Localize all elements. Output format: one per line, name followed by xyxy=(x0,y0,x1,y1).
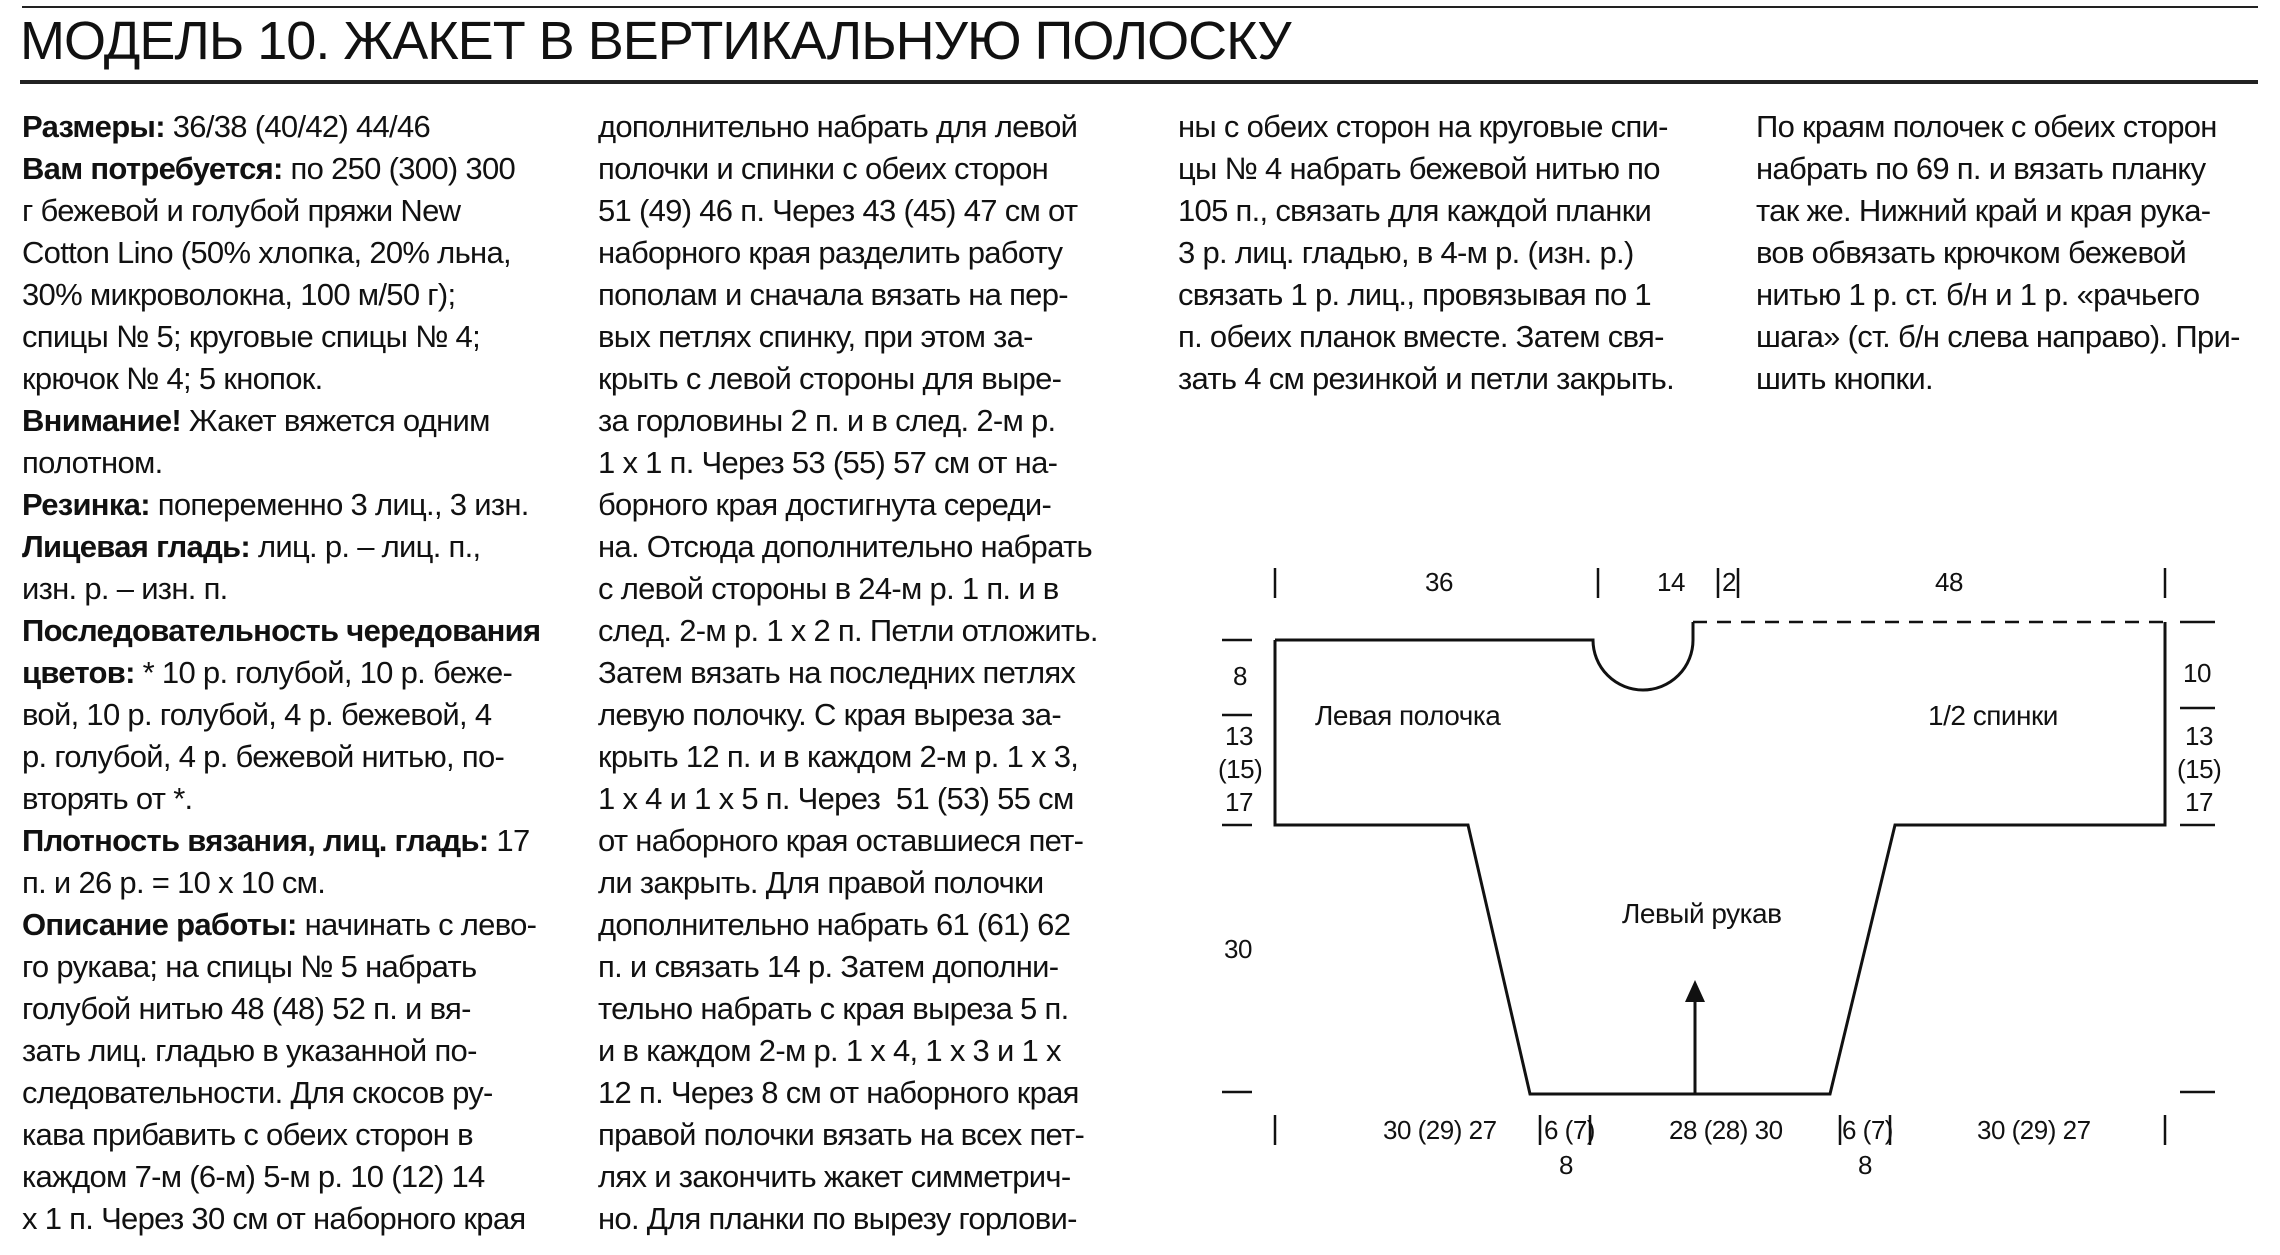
text-line: так же. Нижний край и края рука- xyxy=(1756,193,2211,228)
text-line xyxy=(22,1198,557,1240)
text-line: дополнительно набрать для левой xyxy=(598,109,1078,144)
text-line: вых петлях спинку, при этом за- xyxy=(598,319,1033,354)
text-line: 1 x 1 п. Через 53 (55) 57 см от на- xyxy=(598,445,1058,480)
text-line xyxy=(22,148,557,190)
dim-bottom-3: 8 xyxy=(1559,1150,1573,1180)
text-line: правой полочки вязать на всех пет- xyxy=(598,1117,1085,1152)
label-left-front: Левая полочка xyxy=(1315,700,1501,731)
body-text: п. и 26 р. = 10 x 10 см. xyxy=(22,865,326,900)
text-column-1 xyxy=(22,106,557,1240)
body-text: 36/38 (40/42) 44/46 xyxy=(164,109,431,144)
text-line xyxy=(22,820,557,862)
text-line: 1 x 4 и 1 x 5 п. Через 51 (53) 55 см xyxy=(598,781,1074,816)
text-line xyxy=(22,904,557,946)
text-line: дополнительно набрать 61 (61) 62 xyxy=(598,907,1071,942)
dim-top-2: 2 xyxy=(1722,567,1736,597)
text-line xyxy=(22,484,557,526)
body-text: кава прибавить с обеих сторон в xyxy=(22,1117,473,1152)
text-line xyxy=(22,862,557,904)
body-text: зать лиц. гладью в указанной по- xyxy=(22,1033,477,1068)
text-line xyxy=(22,736,557,778)
piece-outline xyxy=(1275,622,2165,1094)
dim-bottom-2: 6 (7) xyxy=(1544,1115,1595,1145)
bold-heading: Внимание! xyxy=(22,403,181,438)
bold-heading: Резинка: xyxy=(22,487,150,522)
text-line: с левой стороны в 24-м р. 1 п. и в xyxy=(598,571,1059,606)
dim-bottom-6: 8 xyxy=(1858,1150,1872,1180)
dim-top-14: 14 xyxy=(1657,567,1685,597)
text-line: ли закрыть. Для правой полочки xyxy=(598,865,1044,900)
body-text: попеременно 3 лиц., 3 изн. xyxy=(149,487,529,522)
body-text: 30% микроволокна, 100 м/50 г); xyxy=(22,277,456,312)
body-text: голубой нитью 48 (48) 52 п. и вя- xyxy=(22,991,471,1026)
body-text: полотном. xyxy=(22,445,163,480)
text-line xyxy=(22,1114,557,1156)
body-text: го рукава; на спицы № 5 набрать xyxy=(22,949,477,984)
text-line xyxy=(22,106,557,148)
text-line: Затем вязать на последних петлях xyxy=(598,655,1076,690)
page-title: МОДЕЛЬ 10. ЖАКЕТ В ВЕРТИКАЛЬНУЮ ПОЛОСКУ xyxy=(20,11,1291,71)
text-line: вов обвязать крючком бежевой xyxy=(1756,235,2187,270)
body-text: лиц. р. – лиц. п., xyxy=(250,529,481,564)
text-line: п. и связать 14 р. Затем дополни- xyxy=(598,949,1059,984)
text-column-2 xyxy=(598,106,1138,1240)
text-line xyxy=(22,526,557,568)
dim-left-15: (15) xyxy=(1218,754,1263,784)
text-line: наборного края разделить работу xyxy=(598,235,1063,270)
dim-bottom-1: 30 (29) 27 xyxy=(1383,1115,1497,1145)
dim-right-15: (15) xyxy=(2177,754,2222,784)
body-text: 17 xyxy=(488,823,530,858)
text-line: п. обеих планок вместе. Затем свя- xyxy=(1178,319,1664,354)
text-line xyxy=(22,568,557,610)
text-line: зать 4 см резинкой и петли закрыть. xyxy=(1178,361,1675,396)
dim-left-30: 30 xyxy=(1224,934,1252,964)
dim-right-10: 10 xyxy=(2183,658,2211,688)
label-half-back: 1/2 спинки xyxy=(1928,700,2058,731)
text-line: 105 п., связать для каждой планки xyxy=(1178,193,1652,228)
text-column-3 xyxy=(1178,106,1718,400)
text-line: 51 (49) 46 п. Через 43 (45) 47 см от xyxy=(598,193,1078,228)
text-line xyxy=(22,988,557,1030)
bold-heading: Вам потребуется: xyxy=(22,151,283,186)
text-line: тельно набрать с края выреза 5 п. xyxy=(598,991,1069,1026)
dim-bottom-5: 6 (7) xyxy=(1842,1115,1893,1145)
text-line xyxy=(22,232,557,274)
text-line xyxy=(22,610,557,652)
text-line: набрать по 69 п. и вязать планку xyxy=(1756,151,2206,186)
text-line xyxy=(22,694,557,736)
text-line: пополам и сначала вязать на пер- xyxy=(598,277,1068,312)
dim-left-13: 13 xyxy=(1225,721,1253,751)
text-line: цы № 4 набрать бежевой нитью по xyxy=(1178,151,1660,186)
text-line: крыть 12 п. и в каждом 2-м р. 1 x 3, xyxy=(598,739,1079,774)
body-text: р. голубой, 4 р. бежевой нитью, по- xyxy=(22,739,505,774)
text-line: крыть с левой стороны для выре- xyxy=(598,361,1062,396)
text-line xyxy=(22,1072,557,1114)
text-line: связать 1 р. лиц., провязывая по 1 xyxy=(1178,277,1651,312)
bold-heading: Последовательность чередования xyxy=(22,613,541,648)
text-line: шага» (ст. б/н слева направо). При- xyxy=(1756,319,2240,354)
text-line: 12 п. Через 8 см от наборного края xyxy=(598,1075,1079,1110)
body-text: спицы № 5; круговые спицы № 4; xyxy=(22,319,480,354)
body-text: начинать с лево- xyxy=(296,907,537,942)
text-line xyxy=(22,442,557,484)
text-line: но. Для планки по вырезу горлови- xyxy=(598,1201,1077,1236)
text-line xyxy=(22,946,557,988)
text-column-4 xyxy=(1756,106,2276,400)
body-text: * 10 р. голубой, 10 р. беже- xyxy=(134,655,513,690)
text-line: шить кнопки. xyxy=(1756,361,1933,396)
text-line: от наборного края оставшиеся пет- xyxy=(598,823,1084,858)
body-text: Cotton Lino (50% хлопка, 20% льна, xyxy=(22,235,511,270)
text-line xyxy=(22,652,557,694)
dim-bottom-7: 30 (29) 27 xyxy=(1977,1115,2091,1145)
body-text: г бежевой и голубой пряжи New xyxy=(22,193,461,228)
body-text: Жакет вяжется одним xyxy=(180,403,490,438)
bold-heading: цветов: xyxy=(22,655,135,690)
dim-left-8: 8 xyxy=(1233,661,1247,691)
body-text: каждом 7-м (6-м) 5-м р. 10 (12) 14 xyxy=(22,1159,485,1194)
text-line: По краям полочек с обеих сторон xyxy=(1756,109,2217,144)
text-line: за горловины 2 п. и в след. 2-м р. xyxy=(598,403,1056,438)
dim-top-48: 48 xyxy=(1935,567,1963,597)
body-text: по 250 (300) 300 xyxy=(282,151,516,186)
body-text: следовательности. Для скосов ру- xyxy=(22,1075,493,1110)
text-line: след. 2-м р. 1 x 2 п. Петли отложить. xyxy=(598,613,1098,648)
text-line xyxy=(22,190,557,232)
text-line: полочки и спинки с обеих сторон xyxy=(598,151,1049,186)
text-line xyxy=(22,316,557,358)
text-line: ны с обеих сторон на круговые спи- xyxy=(1178,109,1668,144)
dim-right-17: 17 xyxy=(2185,787,2213,817)
text-line xyxy=(22,1030,557,1072)
dim-top-36: 36 xyxy=(1425,567,1453,597)
bold-heading: Плотность вязания, лиц. гладь: xyxy=(22,823,489,858)
dim-left-17: 17 xyxy=(1225,787,1253,817)
text-line xyxy=(22,1156,557,1198)
text-line: борного края достигнута середи- xyxy=(598,487,1052,522)
dim-bottom-4: 28 (28) 30 xyxy=(1669,1115,1783,1145)
text-line: 3 р. лиц. гладью, в 4-м р. (изн. р.) xyxy=(1178,235,1634,270)
text-line: нитью 1 р. ст. б/н и 1 р. «рачьего xyxy=(1756,277,2200,312)
text-line: и в каждом 2-м р. 1 x 4, 1 x 3 и 1 x xyxy=(598,1033,1061,1068)
body-text: вой, 10 р. голубой, 4 р. бежевой, 4 xyxy=(22,697,492,732)
text-line xyxy=(22,358,557,400)
bold-heading: Описание работы: xyxy=(22,907,297,942)
text-line xyxy=(22,400,557,442)
body-text: изн. р. – изн. п. xyxy=(22,571,228,606)
text-line xyxy=(22,778,557,820)
top-rule xyxy=(22,6,2258,8)
text-line: лях и закончить жакет симметрич- xyxy=(598,1159,1071,1194)
title-rule xyxy=(20,80,2258,84)
dim-right-13: 13 xyxy=(2185,721,2213,751)
text-line: левую полочку. С края выреза за- xyxy=(598,697,1061,732)
pattern-diagram xyxy=(1200,540,2280,1220)
text-line xyxy=(22,274,557,316)
bold-heading: Лицевая гладь: xyxy=(22,529,251,564)
knit-direction-arrow xyxy=(1685,980,1705,1002)
body-text: крючок № 4; 5 кнопок. xyxy=(22,361,323,396)
label-left-sleeve: Левый рукав xyxy=(1622,898,1782,929)
body-text: вторять от *. xyxy=(22,781,193,816)
text-line: на. Отсюда дополнительно набрать xyxy=(598,529,1092,564)
bold-heading: Размеры: xyxy=(22,109,165,144)
body-text: x 1 п. Через 30 см от наборного края xyxy=(22,1201,526,1236)
